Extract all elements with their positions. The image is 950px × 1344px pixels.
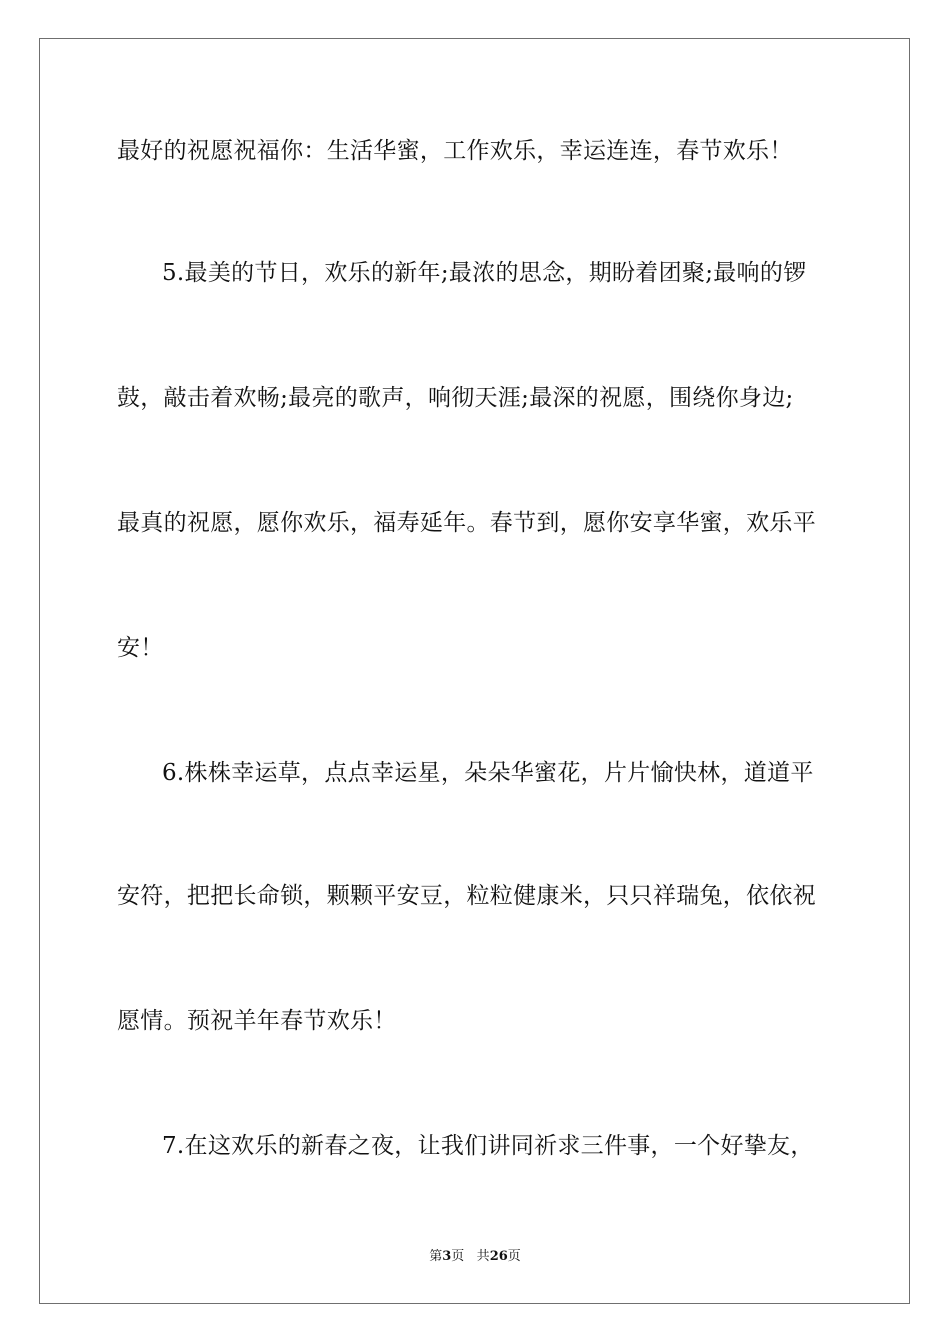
text-line-8: 愿情。预祝羊年春节欢乐！ bbox=[117, 1008, 397, 1034]
text-line-9: 7.在这欢乐的新春之夜，让我们讲同祈求三件事，一个好挚友， bbox=[162, 1133, 814, 1159]
page-border bbox=[39, 38, 910, 1304]
text-line-3: 鼓，敲击着欢畅;最亮的歌声，响彻天涯;最深的祝愿，围绕你身边; bbox=[117, 385, 794, 411]
page-suffix: 页 bbox=[451, 1249, 465, 1264]
text-line-6: 6.株株幸运草，点点幸运星，朵朵华蜜花，片片愉快林，道道平 bbox=[162, 760, 814, 786]
total-prefix: 共 bbox=[476, 1249, 490, 1264]
text-line-4: 最真的祝愿，愿你欢乐，福寿延年。春节到，愿你安享华蜜，欢乐平 bbox=[117, 510, 816, 536]
page-number: 3 bbox=[442, 1249, 452, 1264]
total-pages: 26 bbox=[489, 1249, 508, 1264]
total-suffix: 页 bbox=[507, 1249, 521, 1264]
text-line-1: 最好的祝愿祝福你：生活华蜜，工作欢乐，幸运连连，春节欢乐！ bbox=[117, 138, 793, 164]
text-line-5: 安！ bbox=[117, 635, 164, 661]
page-prefix: 第 bbox=[429, 1249, 443, 1264]
text-line-7: 安符，把把长命锁，颗颗平安豆，粒粒健康米，只只祥瑞兔，依依祝 bbox=[117, 883, 816, 909]
text-line-2: 5.最美的节日，欢乐的新年;最浓的思念，期盼着团聚;最响的锣 bbox=[162, 260, 807, 286]
page-footer bbox=[0, 1248, 950, 1266]
